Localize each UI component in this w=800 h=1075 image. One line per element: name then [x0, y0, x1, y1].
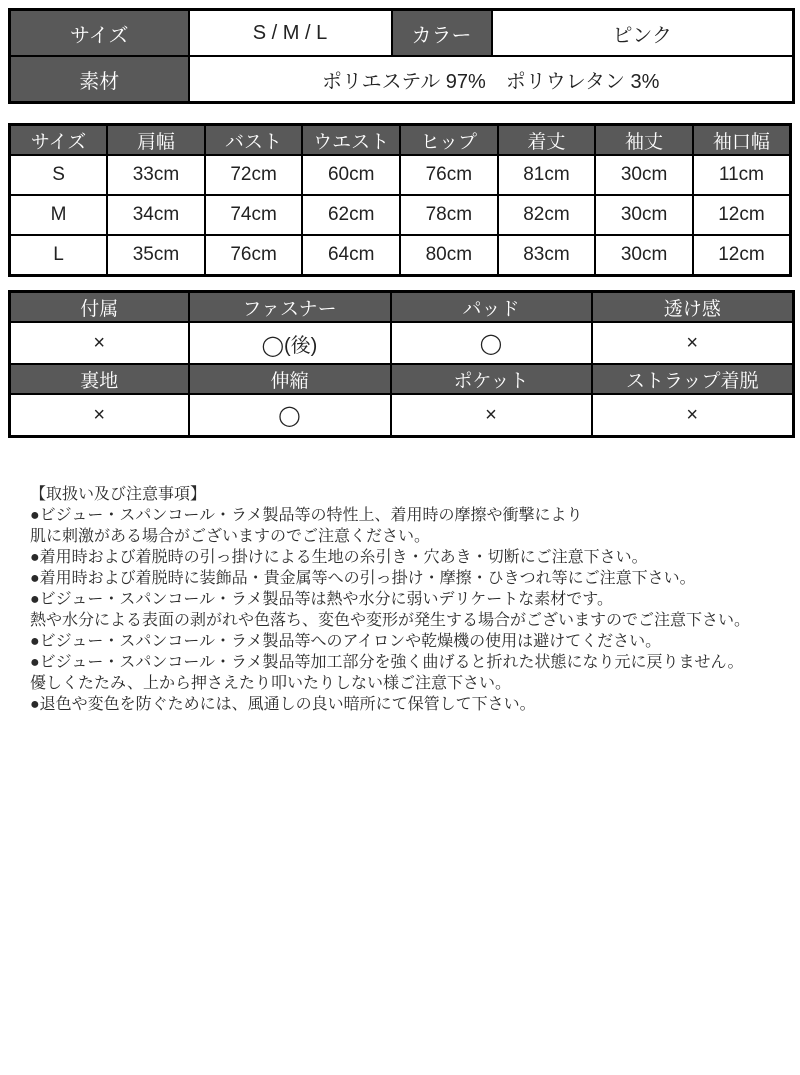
care-note-line: ●着用時および着脱時に装飾品・貴金属等への引っ掛け・摩擦・ひきつれ等にご注意下さい。	[30, 570, 696, 587]
feature-header: 透け感	[592, 292, 794, 323]
size-cell: 30cm	[595, 155, 693, 195]
care-note-line: ●退色や変色を防ぐためには、風通しの良い暗所にて保管して下さい。	[30, 696, 536, 713]
product-info-table	[8, 8, 795, 104]
size-cell: 60cm	[302, 155, 400, 195]
size-cell: 80cm	[400, 235, 498, 276]
feature-header: 伸縮	[189, 364, 391, 394]
size-cell: S	[10, 155, 108, 195]
size-chart-header: 袖丈	[595, 125, 693, 156]
features-table	[8, 290, 795, 438]
table-row	[10, 56, 794, 103]
care-note-line: 熱や水分による表面の剥がれや色落ち、変色や変形が発生する場合がございますのでご注意下さい。	[30, 612, 751, 629]
size-cell: 30cm	[595, 235, 693, 276]
color-label-cell: カラー	[392, 10, 492, 57]
care-notes	[30, 484, 790, 715]
color-value-cell: ピンク	[492, 10, 794, 57]
size-cell: 81cm	[498, 155, 596, 195]
features-header-row	[10, 364, 794, 394]
size-chart-header: サイズ	[10, 125, 108, 156]
size-cell: 72cm	[205, 155, 303, 195]
care-note-line: ●ビジュー・スパンコール・ラメ製品等は熱や水分に弱いデリケートな素材です。	[30, 591, 613, 608]
care-note-line: ●ビジュー・スパンコール・ラメ製品等加工部分を強く曲げると折れた状態になり元に戻りません。	[30, 654, 744, 671]
features-header-row	[10, 292, 794, 323]
size-cell: L	[10, 235, 108, 276]
size-chart-header: ウエスト	[302, 125, 400, 156]
size-cell: 83cm	[498, 235, 596, 276]
material-value-cell: ポリエステル 97% ポリウレタン 3%	[189, 56, 794, 103]
feature-header: ファスナー	[189, 292, 391, 323]
feature-value: ◯	[391, 322, 592, 364]
size-cell: 11cm	[693, 155, 791, 195]
size-chart-table	[8, 123, 792, 277]
size-row-s	[10, 155, 791, 195]
material-label-cell: 素材	[10, 56, 189, 103]
feature-value: ×	[10, 394, 189, 437]
size-chart-header: バスト	[205, 125, 303, 156]
care-note-line: ●ビジュー・スパンコール・ラメ製品等の特性上、着用時の摩擦や衝撃により	[30, 507, 583, 524]
care-note-line: ●ビジュー・スパンコール・ラメ製品等へのアイロンや乾燥機の使用は避けてください。	[30, 633, 662, 650]
feature-value: ◯(後)	[189, 322, 391, 364]
size-cell: 74cm	[205, 195, 303, 235]
size-cell: 78cm	[400, 195, 498, 235]
size-cell: 76cm	[400, 155, 498, 195]
size-chart-header: 着丈	[498, 125, 596, 156]
size-cell: 12cm	[693, 235, 791, 276]
feature-header: パッド	[391, 292, 592, 323]
size-cell: 64cm	[302, 235, 400, 276]
size-chart-header-row	[10, 125, 791, 156]
feature-value: ×	[592, 394, 794, 437]
size-cell: M	[10, 195, 108, 235]
size-cell: 34cm	[107, 195, 205, 235]
feature-header: ポケット	[391, 364, 592, 394]
feature-header: 付属	[10, 292, 189, 323]
size-chart-header: 肩幅	[107, 125, 205, 156]
size-row-l	[10, 235, 791, 276]
size-cell: 62cm	[302, 195, 400, 235]
features-value-row	[10, 394, 794, 437]
size-cell: 76cm	[205, 235, 303, 276]
feature-header: ストラップ着脱	[592, 364, 794, 394]
size-cell: 33cm	[107, 155, 205, 195]
size-cell: 12cm	[693, 195, 791, 235]
table-row	[10, 10, 794, 57]
feature-value: ×	[592, 322, 794, 364]
size-chart-header: ヒップ	[400, 125, 498, 156]
size-cell: 82cm	[498, 195, 596, 235]
features-value-row	[10, 322, 794, 364]
size-cell: 35cm	[107, 235, 205, 276]
size-value-cell: S / M / L	[189, 10, 392, 57]
feature-value: ×	[10, 322, 189, 364]
care-note-line: ●着用時および着脱時の引っ掛けによる生地の糸引き・穴あき・切断にご注意下さい。	[30, 549, 648, 566]
size-cell: 30cm	[595, 195, 693, 235]
feature-value: ×	[391, 394, 592, 437]
feature-header: 裏地	[10, 364, 189, 394]
feature-value: ◯	[189, 394, 391, 437]
care-note-line: 優しくたたみ、上から押さえたり叩いたりしない様ご注意下さい。	[30, 675, 511, 692]
size-row-m	[10, 195, 791, 235]
size-chart-header: 袖口幅	[693, 125, 791, 156]
care-notes-title: 【取扱い及び注意事項】	[30, 486, 207, 503]
care-note-line: 肌に刺激がある場合がございますのでご注意ください。	[30, 528, 431, 545]
size-label-cell: サイズ	[10, 10, 189, 57]
